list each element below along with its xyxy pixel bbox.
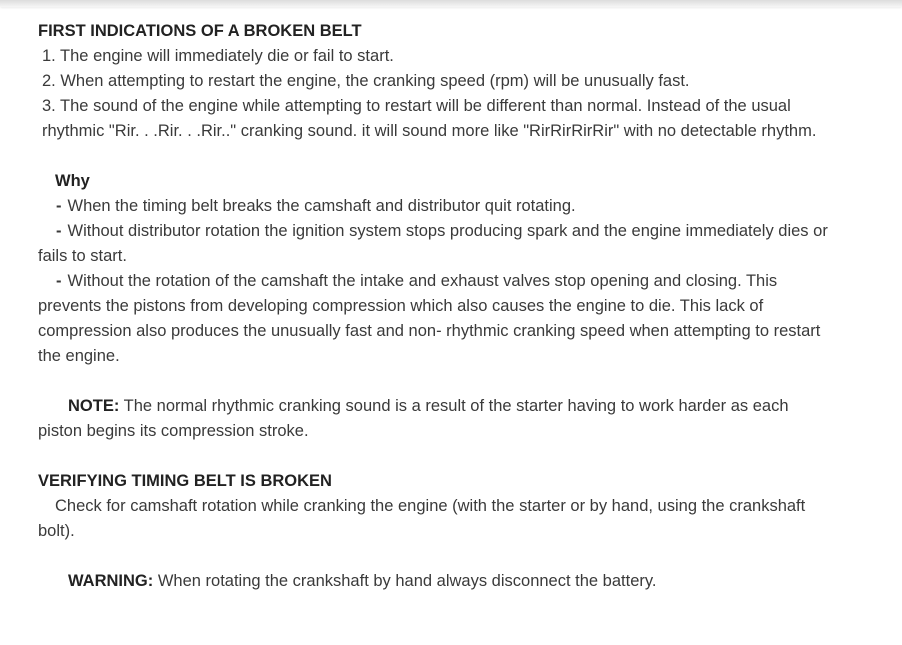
- why-point: [38, 219, 828, 269]
- why-heading: Why: [55, 172, 90, 190]
- why-point: [38, 194, 828, 219]
- why-point: [38, 269, 828, 369]
- dash-bullet: -: [56, 197, 62, 215]
- why-point-text: Without the rotation of the camshaft the intake and exhaust valves stop opening and closing. This prevents the pistons from developing compression which also causes the engine to die. This lack of compression also produces the unusually fast and non- rhythmic cranking speed when attempting to restart the engine.: [38, 272, 821, 365]
- section-heading-verifying: VERIFYING TIMING BELT IS BROKEN: [38, 472, 332, 490]
- verify-paragraph: Check for camshaft rotation while cranking the engine (with the starter or by hand, using the crankshaft bolt).: [38, 497, 806, 540]
- list-item: 3. The sound of the engine while attempting to restart will be different than normal. Instead of the usual rhythmic "Rir. . .Rir. . .Rir.." cranking sound. it will sound more like "RirRirRirRir" with no detectable rhythm.: [42, 97, 817, 140]
- why-point-text: Without distributor rotation the ignition system stops producing spark and the engine immediately dies or fails to start.: [38, 222, 828, 265]
- top-bar: [0, 0, 902, 7]
- warning-paragraph: [38, 569, 828, 594]
- dash-bullet: -: [56, 222, 62, 240]
- warning-text: When rotating the crankshaft by hand always disconnect the battery.: [153, 572, 657, 590]
- note-text: The normal rhythmic cranking sound is a result of the starter having to work harder as each piston begins its compression stroke.: [38, 397, 789, 440]
- warning-label: WARNING:: [68, 572, 154, 590]
- dash-bullet: -: [56, 272, 62, 290]
- list-item: 2. When attempting to restart the engine, the cranking speed (rpm) will be unusually fast.: [42, 72, 690, 90]
- note-paragraph: [38, 394, 828, 444]
- document-body: [38, 19, 828, 594]
- why-point-text: When the timing belt breaks the camshaft and distributor quit rotating.: [67, 197, 576, 215]
- list-item: 1. The engine will immediately die or fail to start.: [42, 47, 394, 65]
- section-heading-first-indications: FIRST INDICATIONS OF A BROKEN BELT: [38, 22, 362, 40]
- note-label: NOTE:: [68, 397, 120, 415]
